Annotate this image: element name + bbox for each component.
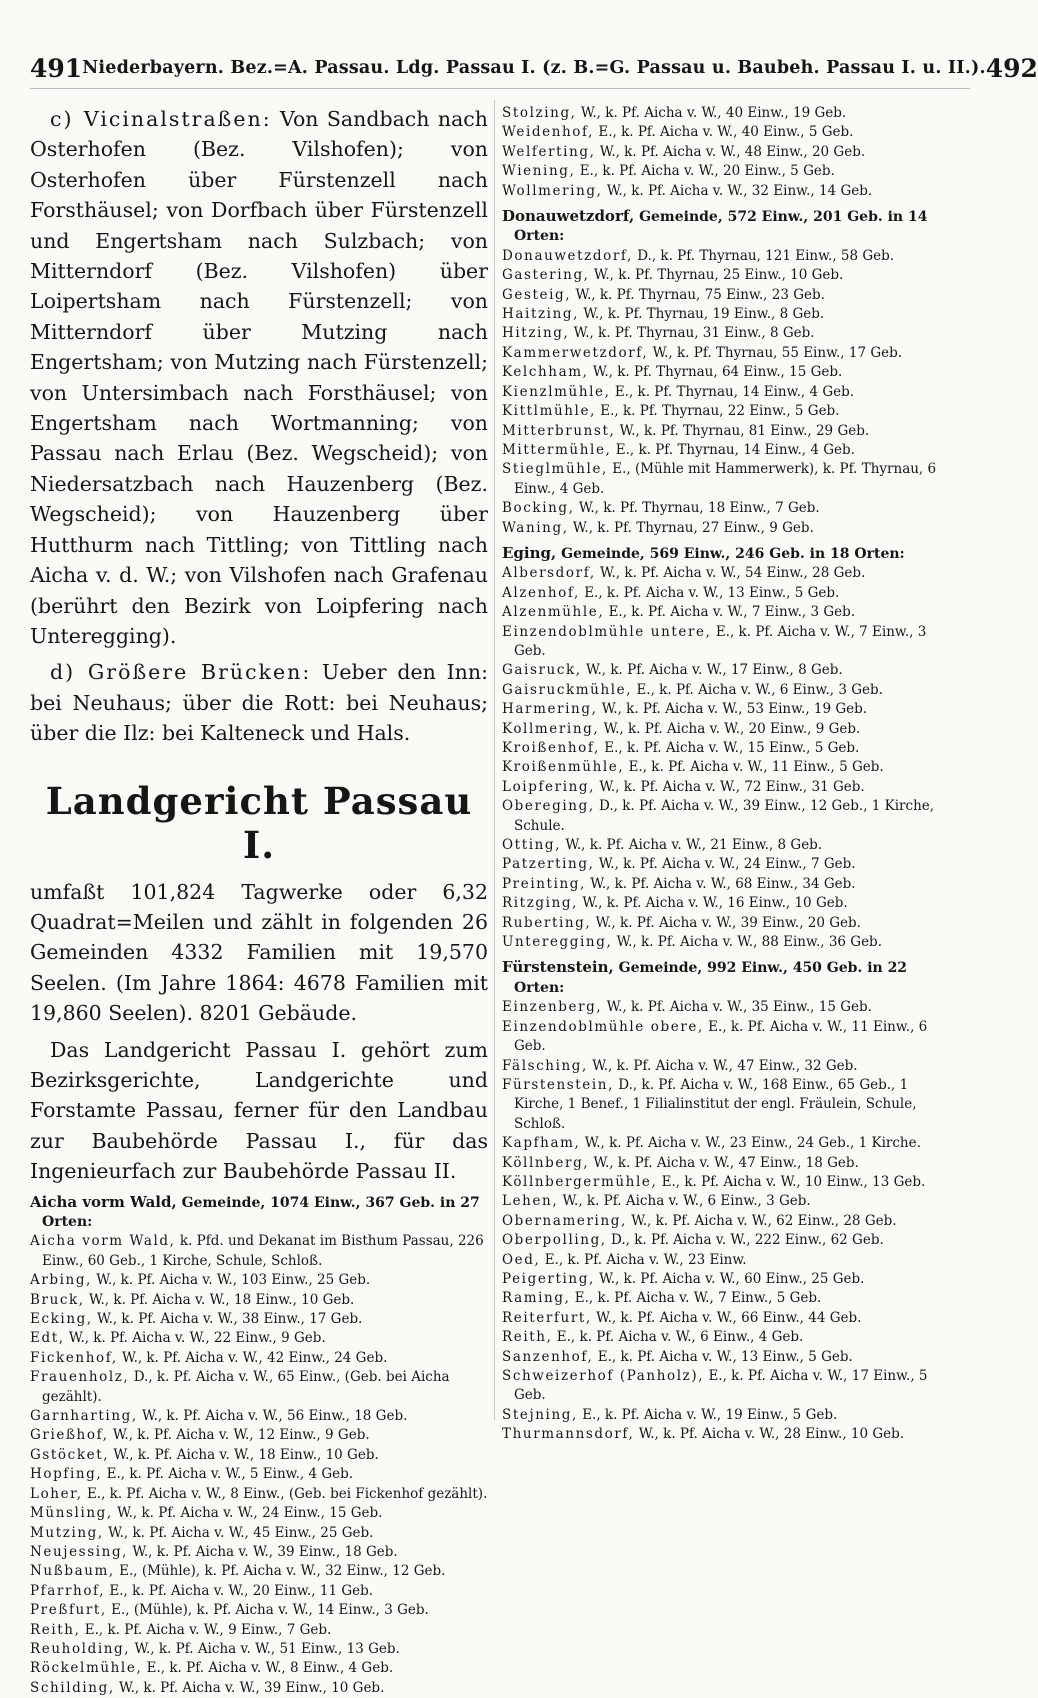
place-name: Schilding, [30,1679,115,1696]
place-entry [502,1348,958,1367]
place-name: Raming, [502,1290,571,1307]
place-name: Kroißenhof, [502,740,600,756]
place-name: Oberpolling, [502,1232,607,1249]
place-name: Preßfurt, [30,1602,107,1619]
place-details: E., k. Pf. Aicha v. W., 20 Einw., 11 Geb. [109,1582,374,1599]
place-name: Arbing, [30,1272,92,1289]
place-name: Ruberting, [502,914,592,931]
entry-list-aicha-continued [502,104,958,201]
place-details: E., k. Pf. Aicha v. W., 11 Einw., 5 Geb. [628,759,884,776]
bruecken-label: d) Größere Brücken: [50,660,312,685]
place-details: W., k. Pf. Aicha v. W., 54 Einw., 28 Geb. [600,565,866,582]
place-details: W., k. Pf. Aicha v. W., 21 Einw., 8 Geb. [565,837,823,854]
gemeinde-info: Gemeinde, 1074 Einw., 367 Geb. in 27 Orten: [42,1194,480,1230]
place-details: W., k. Pf. Thyrnau, 25 Einw., 10 Geb. [593,267,844,284]
place-name: Schweizerhof (Panholz), [502,1368,705,1384]
place-details: W., k. Pf. Aicha v. W., 38 Einw., 17 Geb. [97,1311,363,1328]
place-details: E., k. Pf. Thyrnau, 14 Einw., 4 Geb. [615,441,855,458]
right-column [502,104,958,1494]
place-entry [502,1173,958,1192]
place-entry [502,1231,958,1250]
place-entry [30,1368,488,1407]
bruecken-text: Ueber den Inn: bei Neuhaus; über die Rott: bei Neuhaus; über die Ilz: bei Kalteneck und Hals. [30,660,488,746]
place-entry [502,1251,958,1270]
place-details: E., k. Pf. Aicha v. W., 13 Einw., 5 Geb. [597,1348,853,1365]
place-details: W., k. Pf. Aicha v. W., 18 Einw., 10 Geb. [89,1291,355,1308]
place-name: Kammerwetzdorf, [502,344,649,361]
place-name: Otting, [502,837,562,854]
place-name: Reiterfurt, [502,1309,592,1326]
place-entry [502,778,958,797]
place-details: k. Pfd. und Dekanat im Bisthum Passau, 226 Einw., 60 Geb., 1 Kirche, Schule, Schloß. [42,1233,484,1269]
place-details: W., k. Pf. Aicha v. W., 24 Einw., 7 Geb. [598,856,856,873]
place-name: Welferting, [502,143,596,160]
place-details: W., k. Pf. Aicha v. W., 17 Einw., 8 Geb. [585,662,843,679]
place-details: E., k. Pf. Aicha v. W., 10 Einw., 13 Geb. [661,1173,926,1190]
place-details: E., k. Pf. Aicha v. W., 5 Einw., 4 Geb. [106,1466,354,1483]
place-name: Gaisruck, [502,662,582,679]
place-name: Stolzing, [502,105,577,121]
place-name: Hitzing, [502,325,570,342]
place-entry [30,1524,488,1543]
place-entry [502,700,958,719]
place-details: E., k. Pf. Aicha v. W., 8 Einw., (Geb. bei Fickenhof gezählt). [86,1485,488,1502]
place-details: W., k. Pf. Aicha v. W., 103 Einw., 25 Geb. [96,1272,371,1289]
place-entry [502,623,958,662]
place-details: W., k. Pf. Aicha v. W., 42 Einw., 24 Geb. [122,1349,388,1366]
place-name: Reuholding, [30,1640,131,1657]
place-details: W., k. Pf. Thyrnau, 31 Einw., 8 Geb. [573,325,815,342]
place-details: W., k. Pf. Aicha v. W., 12 Einw., 9 Geb. [112,1427,370,1444]
place-entry [30,1621,488,1640]
place-entry [502,998,958,1017]
place-name: Patzerting, [502,856,595,873]
place-name: Bocking, [502,500,575,517]
place-name: Alzenhof, [502,584,580,601]
place-details: W., k. Pf. Aicha v. W., 16 Einw., 10 Geb. [582,895,848,912]
place-entry [502,661,958,680]
gemeinde-info: Gemeinde, 569 Einw., 246 Geb. in 18 Orten: [561,545,905,562]
place-entry [502,1425,958,1444]
place-details: W., k. Pf. Aicha v. W., 28 Einw., 10 Geb. [638,1426,905,1443]
gemeinde-name: Aicha vorm Wald, [30,1192,177,1211]
place-entry [502,739,958,758]
place-name: Köllnbergermühle, [502,1173,658,1190]
place-details: W., k. Pf. Aicha v. W., 35 Einw., 15 Geb. [606,999,872,1016]
place-entry [502,564,958,583]
place-details: W., k. Pf. Aicha v. W., 18 Einw., 10 Geb. [113,1446,379,1463]
place-name: Aicha vorm Wald, [30,1233,176,1250]
entry-list-donauwetzdorf [502,247,958,538]
place-name: Thurmannsdorf, [502,1426,635,1443]
place-entry [502,1406,958,1425]
place-details: D., k. Pf. Aicha v. W., 65 Einw., (Geb. bei Aicha gezählt). [42,1369,450,1405]
place-entry [502,797,958,836]
place-entry [30,1407,488,1426]
place-name: Lehen, [502,1193,559,1210]
place-entry [502,1057,958,1076]
place-name: Kapfham, [502,1135,581,1152]
place-entry [30,1310,488,1329]
place-entry [502,894,958,913]
entry-list-eging [502,564,958,952]
place-entry [502,1192,958,1211]
place-name: Loipfering, [502,778,596,795]
place-details: E., k. Pf. Aicha v. W., 15 Einw., 5 Geb. [604,740,860,756]
place-name: Kienzlmühle, [502,383,611,400]
place-details: E., k. Pf. Thyrnau, 14 Einw., 4 Geb. [614,383,855,400]
page-number-right: 492 [985,53,1038,83]
place-name: Kroißenmühle, [502,759,625,776]
place-details: W., k. Pf. Thyrnau, 19 Einw., 8 Geb. [583,306,825,323]
zugehoerigkeit-paragraph: Das Landgericht Passau I. gehört zum Bezirksgerichte, Landgerichte und Forstamte Passau, ferner für den Landbau zur Baubehörde Passau I., für das Ingenieurfach zur Baubehörde Passau II. [30,1037,488,1184]
place-entry [502,1154,958,1173]
gemeinde-name: Donauwetzdorf, [502,207,635,226]
place-entry [30,1232,488,1271]
place-name: Loher, [30,1485,83,1502]
intro-paragraph: umfaßt 101,824 Tagwerke oder 6,32 Quadrat=Meilen und zählt in folgenden 26 Gemeinden 4332 Familien mit 19,570 Seelen. (Im Jahre 1864: 4678 Familien mit 19,860 Seelen). 8201 Gebäude. [30,879,488,1026]
place-details: W., k. Pf. Aicha v. W., 66 Einw., 44 Geb. [596,1309,862,1326]
place-details: E., k. Pf. Aicha v. W., 9 Einw., 7 Geb. [84,1621,332,1638]
place-details: W., k. Pf. Thyrnau, 64 Einw., 15 Geb. [592,364,843,381]
place-name: Donauwetzdorf, [502,247,633,264]
column-divider [494,100,495,1420]
place-entry [502,1289,958,1308]
place-details: E., k. Pf. Aicha v. W., 6 Einw., 4 Geb. [556,1329,804,1346]
vicinalstrassen-text: Von Sandbach nach Osterhofen (Bez. Vilshofen); von Osterhofen über Fürstenzell nach Forsthäusel; von Dorfbach über Fürstenzell und Engertsham nach Sulzbach; von Mitterndorf (Bez. Vilshofen) über Loipertsham nach Fürstenzell; von Mitterndorf über Mutzing nach Engertsham; von Mutzing nach Fürstenzell; von Untersimbach nach Forsthäusel; von Engertsham nach Wortmanning; von Passau nach Erlau (Bez. Wegscheid); von Niedersatzbach nach Hauzenberg (Bez. Wegscheid); von Hauzenberg über Hutthurm nach Tittling; von Tittling nach Aicha v. d. W.; von Vilshofen nach Grafenau (berührt den Bezirk von Loipfering nach Unteregging). [30,107,488,648]
place-entry [502,720,958,739]
place-entry [30,1291,488,1310]
place-entry [502,1134,958,1153]
place-name: Einzendoblmühle untere, [502,623,712,640]
place-details: W., k. Pf. Aicha v. W., 88 Einw., 36 Geb. [616,934,882,951]
place-entry [502,363,958,382]
place-name: Peigerting, [502,1270,595,1287]
place-name: Münsling, [30,1505,113,1522]
place-name: Frauenholz, [30,1369,130,1386]
place-name: Ritzging, [502,895,579,912]
gemeinde-info: Gemeinde, 992 Einw., 450 Geb. in 22 Orten: [514,960,908,996]
place-details: E., k. Pf. Aicha v. W., 20 Einw., 5 Geb. [579,163,835,180]
place-details: W., k. Pf. Aicha v. W., 40 Einw., 19 Geb. [580,105,847,121]
place-details: W., k. Pf. Aicha v. W., 53 Einw., 19 Geb. [601,701,868,718]
place-entry [30,1659,488,1678]
place-details: W., k. Pf. Aicha v. W., 47 Einw., 32 Geb. [592,1057,858,1074]
place-entry [502,162,958,181]
place-details: W., k. Pf. Aicha v. W., 20 Einw., 9 Geb. [603,720,861,737]
place-name: Garnharting, [30,1408,138,1425]
place-name: Hopfing, [30,1466,103,1483]
place-entry [502,836,958,855]
place-entry [502,305,958,324]
place-entry [30,1504,488,1523]
place-entry [502,104,958,123]
place-name: Kollmering, [502,720,600,737]
place-entry [502,933,958,952]
place-details: W., k. Pf. Aicha v. W., 62 Einw., 28 Geb. [631,1212,897,1229]
place-name: Einzendoblmühle obere, [502,1018,704,1035]
place-name: Obernamering, [502,1212,627,1229]
place-entry [30,1485,488,1504]
place-details: W., k. Pf. Aicha v. W., 32 Einw., 14 Geb. [606,182,873,199]
place-name: Mitterbrunst, [502,422,616,439]
place-details: D., k. Pf. Thyrnau, 121 Einw., 58 Geb. [637,247,895,264]
place-name: Reith, [502,1329,553,1346]
place-details: W., k. Pf. Thyrnau, 81 Einw., 29 Geb. [619,422,870,439]
place-entry [502,344,958,363]
place-name: Fickenhof, [30,1349,118,1366]
place-details: W., k. Pf. Aicha v. W., 6 Einw., 3 Geb. [562,1193,811,1210]
place-name: Gesteig, [502,286,572,303]
place-entry [30,1329,488,1348]
vicinalstrassen-label: c) Vicinalstraßen: [50,107,272,131]
place-entry [502,286,958,305]
gemeinde-heading-fuerstenstein [502,958,958,998]
gemeinde-heading-aicha [30,1193,488,1233]
section-title: Landgericht Passau I. [45,778,473,867]
place-entry [502,247,958,266]
running-title: Niederbayern. Bez.=A. Passau. Ldg. Passau I. (z. B.=G. Passau u. Baubeh. Passau I. u. II.). [82,58,986,78]
place-name: Ecking, [30,1311,93,1328]
place-details: W., k. Pf. Thyrnau, 55 Einw., 17 Geb. [652,344,903,361]
place-entry [502,143,958,162]
place-name: Mittermühle, [502,441,612,458]
place-details: D., k. Pf. Aicha v. W., 222 Einw., 62 Geb. [611,1232,884,1249]
place-entry [30,1679,488,1698]
place-entry [502,383,958,402]
place-name: Wiening, [502,163,576,180]
place-details: W., k. Pf. Thyrnau, 27 Einw., 9 Geb. [572,519,814,536]
place-entry [502,182,958,201]
place-entry [502,584,958,603]
place-name: Nußbaum, [30,1563,115,1580]
gemeinde-info: Gemeinde, 572 Einw., 201 Geb. in 14 Orten: [514,209,928,245]
place-entry [502,1328,958,1347]
gemeinde-heading-eging [502,544,958,564]
place-details: E., (Mühle mit Hammerwerk), k. Pf. Thyrnau, 6 Einw., 4 Geb. [514,461,937,497]
place-details: D., k. Pf. Aicha v. W., 39 Einw., 12 Geb., 1 Kirche, Schule. [514,798,935,834]
place-entry [30,1271,488,1290]
place-details: W., k. Pf. Aicha v. W., 45 Einw., 25 Geb. [108,1524,374,1541]
place-name: Bruck, [30,1291,85,1308]
place-name: Gastering, [502,267,590,284]
place-details: W., k. Pf. Aicha v. W., 68 Einw., 34 Geb. [590,875,856,892]
place-details: W., k. Pf. Aicha v. W., 60 Einw., 25 Geb. [599,1270,865,1287]
place-name: Gstöcket, [30,1446,110,1463]
place-details: W., k. Pf. Aicha v. W., 39 Einw., 20 Geb. [595,914,861,931]
place-details: E., k. Pf. Aicha v. W., 8 Einw., 4 Geb. [146,1660,394,1677]
place-entry [502,266,958,285]
place-details: W., k. Pf. Aicha v. W., 47 Einw., 18 Geb. [593,1154,859,1171]
page-header [30,48,1038,89]
place-name: Weidenhof, [502,124,595,141]
entry-list-fuerstenstein [502,998,958,1444]
place-name: Stieglmühle, [502,461,608,478]
place-entry [30,1446,488,1465]
place-name: Sanzenhof, [502,1348,594,1365]
place-name: Albersdorf, [502,565,596,582]
place-name: Neujessing, [30,1543,129,1560]
place-entry [502,603,958,622]
place-name: Grießhof, [30,1427,109,1444]
gemeinde-heading-donauwetzdorf [502,207,958,247]
place-name: Kittlmühle, [502,403,596,420]
place-entry [502,460,958,499]
place-entry [30,1582,488,1601]
place-details: W., k. Pf. Aicha v. W., 23 Einw., 24 Geb., 1 Kirche. [584,1135,921,1152]
place-details: E., k. Pf. Aicha v. W., 7 Einw., 5 Geb. [574,1290,822,1307]
place-name: Obereging, [502,798,595,815]
place-details: E., k. Pf. Thyrnau, 22 Einw., 5 Geb. [600,403,840,420]
place-name: Oed, [502,1251,541,1268]
place-entry [30,1465,488,1484]
place-entry [30,1562,488,1581]
place-entry [502,1018,958,1057]
place-details: D., k. Pf. Aicha v. W., 168 Einw., 65 Geb., 1 Kirche, 1 Benef., 1 Filialinstitut der engl. Fräulein, Schule, Schloß. [514,1076,917,1132]
place-details: E., k. Pf. Aicha v. W., 11 Einw., 6 Geb. [514,1018,928,1055]
bruecken-paragraph [30,657,488,748]
place-entry [502,324,958,343]
place-details: W., k. Pf. Aicha v. W., 72 Einw., 31 Geb. [599,778,865,795]
place-name: Köllnberg, [502,1154,590,1171]
place-entry [502,1270,958,1289]
place-details: E., k. Pf. Aicha v. W., 6 Einw., 3 Geb. [636,681,883,698]
place-details: W., k. Pf. Aicha v. W., 48 Einw., 20 Geb. [599,143,866,160]
place-details: E., (Mühle), k. Pf. Aicha v. W., 32 Einw., 12 Geb. [119,1563,446,1580]
place-name: Röckelmühle, [30,1660,143,1677]
place-entry [502,758,958,777]
place-entry [30,1640,488,1659]
gemeinde-name: Eging, [502,543,557,562]
place-details: E., k. Pf. Aicha v. W., 17 Einw., 5 Geb. [514,1368,928,1404]
place-details: E., k. Pf. Aicha v. W., 40 Einw., 5 Geb. [598,124,854,141]
place-name: Harmering, [502,701,598,718]
place-name: Mutzing, [30,1524,104,1541]
left-column [30,104,488,1696]
place-entry [502,123,958,142]
place-details: W., k. Pf. Thyrnau, 18 Einw., 7 Geb. [578,500,820,517]
place-details: W., k. Pf. Aicha v. W., 56 Einw., 18 Geb. [142,1408,408,1425]
place-name: Fälsching, [502,1057,588,1074]
place-name: Stejning, [502,1406,578,1423]
place-name: Fürstenstein, [502,1076,614,1093]
place-name: Waning, [502,519,569,536]
place-name: Unteregging, [502,934,613,951]
place-name: Kelchham, [502,364,589,381]
page-number-left: 491 [30,53,83,83]
place-details: E., k. Pf. Aicha v. W., 23 Einw. [544,1251,747,1268]
place-entry [502,519,958,538]
place-entry [30,1349,488,1368]
place-entry [502,1367,958,1406]
place-name: Preinting, [502,875,586,892]
place-details: W., k. Pf. Aicha v. W., 51 Einw., 13 Geb. [134,1640,400,1657]
place-details: W., k. Pf. Aicha v. W., 24 Einw., 15 Geb. [117,1505,383,1522]
place-entry [502,441,958,460]
place-entry [30,1601,488,1620]
place-entry [502,914,958,933]
place-entry [502,422,958,441]
place-entry [502,1309,958,1328]
place-entry [502,499,958,518]
place-entry [502,1212,958,1231]
gemeinde-name: Fürstenstein, [502,958,614,977]
place-entry [30,1543,488,1562]
entry-list-aicha [30,1232,488,1698]
place-name: Edt, [30,1330,65,1347]
place-details: W., k. Pf. Thyrnau, 75 Einw., 23 Geb. [575,286,825,303]
vicinalstrassen-paragraph [30,104,488,651]
place-name: Gaisruckmühle, [502,681,633,698]
place-details: W., k. Pf. Aicha v. W., 39 Einw., 10 Geb. [119,1679,385,1696]
place-name: Einzenberg, [502,999,603,1016]
place-entry [502,1076,958,1134]
place-name: Haitzing, [502,306,580,323]
place-entry [30,1426,488,1445]
place-details: W., k. Pf. Aicha v. W., 22 Einw., 9 Geb. [68,1330,326,1347]
place-name: Pfarrhof, [30,1582,106,1599]
place-entry [502,681,958,700]
place-details: E., k. Pf. Aicha v. W., 19 Einw., 5 Geb. [582,1406,838,1423]
place-name: Reith, [30,1621,81,1638]
place-entry [502,402,958,421]
place-entry [502,875,958,894]
place-entry [502,855,958,874]
place-details: E., k. Pf. Aicha v. W., 13 Einw., 5 Geb. [584,584,840,601]
place-details: W., k. Pf. Aicha v. W., 39 Einw., 18 Geb. [132,1543,398,1560]
place-details: E., k. Pf. Aicha v. W., 7 Einw., 3 Geb. [608,604,856,621]
place-details: E., k. Pf. Aicha v. W., 7 Einw., 3 Geb. [514,623,927,659]
place-name: Wollmering, [502,182,603,199]
place-name: Alzenmühle, [502,604,605,621]
place-details: E., (Mühle), k. Pf. Aicha v. W., 14 Einw., 3 Geb. [111,1602,429,1619]
